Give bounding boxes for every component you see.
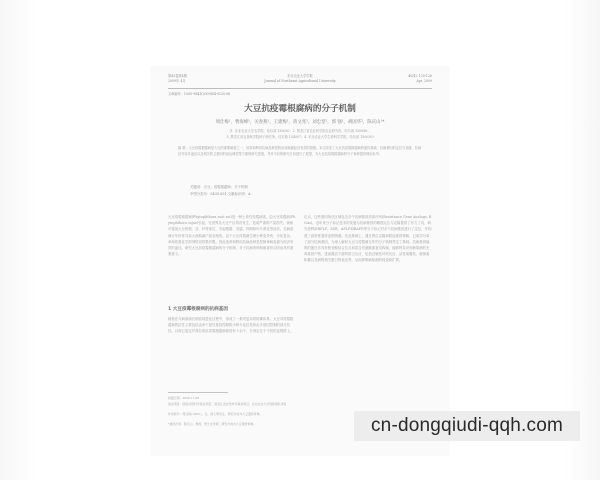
footnote-4: *通讯作者：陈庆山，教授，博士生导师，研究方向为大豆遗传育种。 bbox=[168, 422, 257, 426]
journal-name-cn: 东北农业大学学报 bbox=[287, 74, 313, 78]
volume-label: 第43卷第4期 bbox=[168, 74, 187, 78]
header-rule bbox=[168, 88, 432, 89]
body-column-left-2 bbox=[168, 316, 296, 335]
issn-label: 40(4): 120-126 bbox=[408, 74, 432, 78]
classification: 中图分类号：S435.651 文献标识码：A bbox=[190, 192, 251, 196]
issue-en-label: Apr. 2009 bbox=[416, 79, 432, 83]
footnote-2: 基金项目：国家自然科学基金项目；黑龙江省自然科学基金项目；东北农业大学创新团队项目 bbox=[168, 402, 287, 406]
footnote-1: 收稿日期：2008-11-08 bbox=[168, 396, 200, 400]
body-column-left bbox=[168, 214, 296, 257]
header-right bbox=[408, 74, 432, 84]
doc-id: 文章编号：1000-9841(2009)04-0120-06 bbox=[168, 92, 231, 96]
journal-name-en: Journal of Northeast Agricultural University bbox=[264, 79, 336, 83]
paper-title: 大豆抗疫霉根腐病的分子机制 bbox=[244, 104, 356, 114]
body-column-right bbox=[304, 214, 432, 264]
author-list: 周仕梅¹，曹海峰¹，关春燕¹，王建梅¹，蒋文兆²，刘忠堂²，郭 强¹，胡国华²，陈庆山¹* bbox=[215, 120, 385, 125]
paper-page bbox=[150, 66, 450, 456]
section-heading: 1 大豆疫霉根腐病的抗病基因 bbox=[168, 307, 228, 312]
right-paragraph: 位点，这些基因所在区域包含多个抗病基因类似序列(Resistance Gene Analogs, RGAs)。近年来分子标记技术的发展为抗病基因的精细定位与克隆提供了有力工具，研究者利用RFLP、SSR、AFLP和RAPD等分子标记对多个抗病基因进行了定位，并构建了高密度遗传连锁图谱。在此基础上，通过图位克隆和候选基因策略，已成功分离了部分抗病基因，为深入解析大豆与疫霉菌互作的分子机制奠定了基础。抗病基因编码的蛋白多具有核苷酸结合位点和富含亮氨酸重复结构域，能够特异识别病原菌的无毒基因产物，进而激活下游的防卫反应，包括过敏性坏死反应、活性氧爆发、植保素积累以及病程相关蛋白的表达等，从而抑制病原菌的侵染和扩展。 bbox=[304, 215, 432, 263]
intro-paragraph: 大豆疫霉根腐病(Phytophthora root rot)是一种土传性疫霉病害，由大豆疫霉菌(Phytophthora sojae)引起，在世界各大豆产区均有发生，造成严重的产量损失。该病可侵染大豆的根、茎、叶等部位，引起根腐、茎腐、猝倒和叶片黄化等症状，在病害流行年份常导致大面积减产甚至绝收。由于大豆疫霉菌生理小种变异快、分化复杂，单纯依靠化学药剂防治效果有限，因此选育和利用抗病品种是控制该病害最为经济有效的途径。研究大豆抗疫霉根腐病的分子机制，对于抗病育种和病害综合防治具有重要意义。 bbox=[168, 215, 296, 257]
footnote-rule bbox=[168, 392, 228, 393]
section-paragraph: 植物在与病原菌长期协同进化过程中，形成了一系列复杂的防御体系。大豆对疫霉根腐病的抗性主要包括由单个显性基因控制的小种专化抗性和由多基因控制的部分抗性。目前已鉴定并命名的抗疫霉根腐病基因有十余个，分别定位于不同的连锁群上。 bbox=[168, 317, 294, 334]
affiliation-line-2: 3. 黑龙江省农垦科学院种子研究所，佳木斯 154007；4. 东北农业大学生命科学学院，哈尔滨 150030) bbox=[226, 135, 374, 139]
date-label: 2009年 4月 bbox=[168, 79, 186, 83]
watermark-text: cn-dongqiudi-qqh.com bbox=[370, 415, 563, 436]
abstract: 摘 要：大豆疫霉根腐病是大豆的重要病害之一，培育和利用抗病品种是防治该病最经济有效的措施。本文综述了大豆抗疫霉根腐病的遗传基础、抗病基因的定位与克隆、抗病信号转导途径以及相关防卫基因的表达调控等方面的研究进展，并对今后的研究方向进行了展望，为大豆抗疫霉根腐病的分子育种提供理论参考。 bbox=[178, 146, 422, 156]
footnote-3: 作者简介：周仕梅(1983-)，女，硕士研究生，研究方向为大豆遗传育种。 bbox=[168, 412, 263, 416]
keywords: 关键词：大豆；疫霉根腐病；分子机制 bbox=[190, 185, 248, 189]
header-center bbox=[150, 74, 450, 84]
affiliation-line-1: (1. 东北农业大学农学院，哈尔滨 150030；2. 黑龙江省农业科学院农业研究所，哈尔滨 150086； bbox=[229, 129, 371, 133]
watermark-banner bbox=[354, 411, 580, 441]
